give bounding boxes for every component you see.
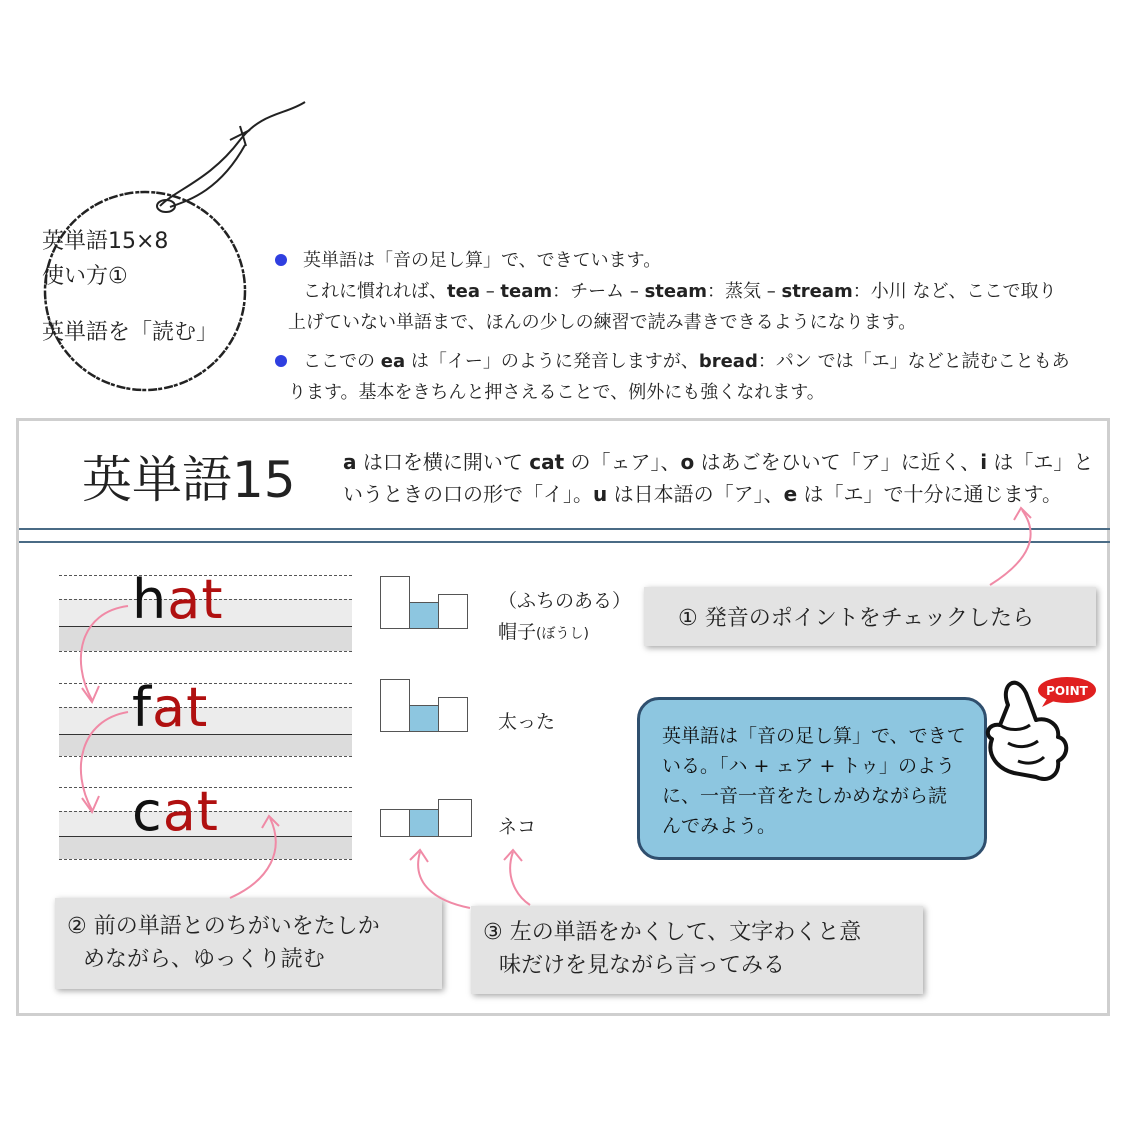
letter-frame-fat xyxy=(380,679,470,735)
tag-subtitle: 使い方① xyxy=(42,264,128,289)
guide-line xyxy=(59,756,352,757)
tag-title: 英単語15×8 xyxy=(42,229,169,254)
meaning-cat: ネコ xyxy=(498,816,537,838)
bullet-icon xyxy=(275,254,287,266)
meaning-fat: 太った xyxy=(498,711,556,733)
intro-bullet2-line1: ここでの ea は「イー」のように発音しますが、bread：パン では「エ」などと読むこともあ xyxy=(303,351,1070,372)
point-text-line4: んでみよう。 xyxy=(662,815,777,837)
pronunciation-description-line1: a は口を横に開いて cat の「ェア」、o はあごをひいて「ア」に近く、i は「エ」と xyxy=(343,450,1094,474)
point-text-line2: いる。「ハ + ェア + トゥ」のよう xyxy=(662,755,956,777)
letter-frame-cat xyxy=(380,799,475,839)
page-title: 英単語15 xyxy=(82,451,296,509)
divider xyxy=(19,541,1110,543)
meaning-hat-line2: 帽子(ぼうし) xyxy=(498,621,589,643)
step1-callout: ① 発音のポイントをチェックしたら xyxy=(644,587,1096,646)
point-badge: POINT xyxy=(1046,684,1088,698)
guide-line xyxy=(59,651,352,652)
meaning-hat-line1: （ふちのある） xyxy=(498,590,632,612)
divider xyxy=(19,528,1110,530)
word-hat: hat xyxy=(132,568,224,631)
word-fat: fat xyxy=(132,676,209,739)
letter-frame-hat xyxy=(380,576,470,632)
guide-line xyxy=(59,859,352,860)
intro-bullet1-line2: これに慣れれば、tea – team：チーム – steam：蒸気 – stream：小川 など、ここで取り xyxy=(303,281,1057,302)
bullet-icon xyxy=(275,355,287,367)
intro-bullet2-line2: ります。基本をきちんと押さえることで、例外にも強くなれます。 xyxy=(288,382,825,403)
word-cat: cat xyxy=(132,780,219,843)
point-text-line3: に、一音一音をたしかめながら読 xyxy=(662,785,948,807)
step2-callout: ② 前の単語とのちがいをたしか めながら、ゆっくり読む xyxy=(55,898,442,989)
intro-bullet1-line1: 英単語は「音の足し算」で、できています。 xyxy=(303,250,662,271)
intro-bullet1-line3: 上げていない単語まで、ほんの少しの練習で読み書きできるようになります。 xyxy=(288,312,917,333)
tag-topic: 英単語を「読む」 xyxy=(42,320,219,345)
point-bubble xyxy=(637,697,987,860)
pronunciation-description-line2: いうときの口の形で「イ」。u は日本語の「ア」、e は「エ」で十分に通じます。 xyxy=(343,482,1062,506)
step3-callout: ③ 左の単語をかくして、文字わくと意 味だけを見ながら言ってみる xyxy=(471,906,923,994)
point-text-line1: 英単語は「音の足し算」で、できて xyxy=(662,725,966,747)
pointing-hand-icon xyxy=(978,665,1098,795)
